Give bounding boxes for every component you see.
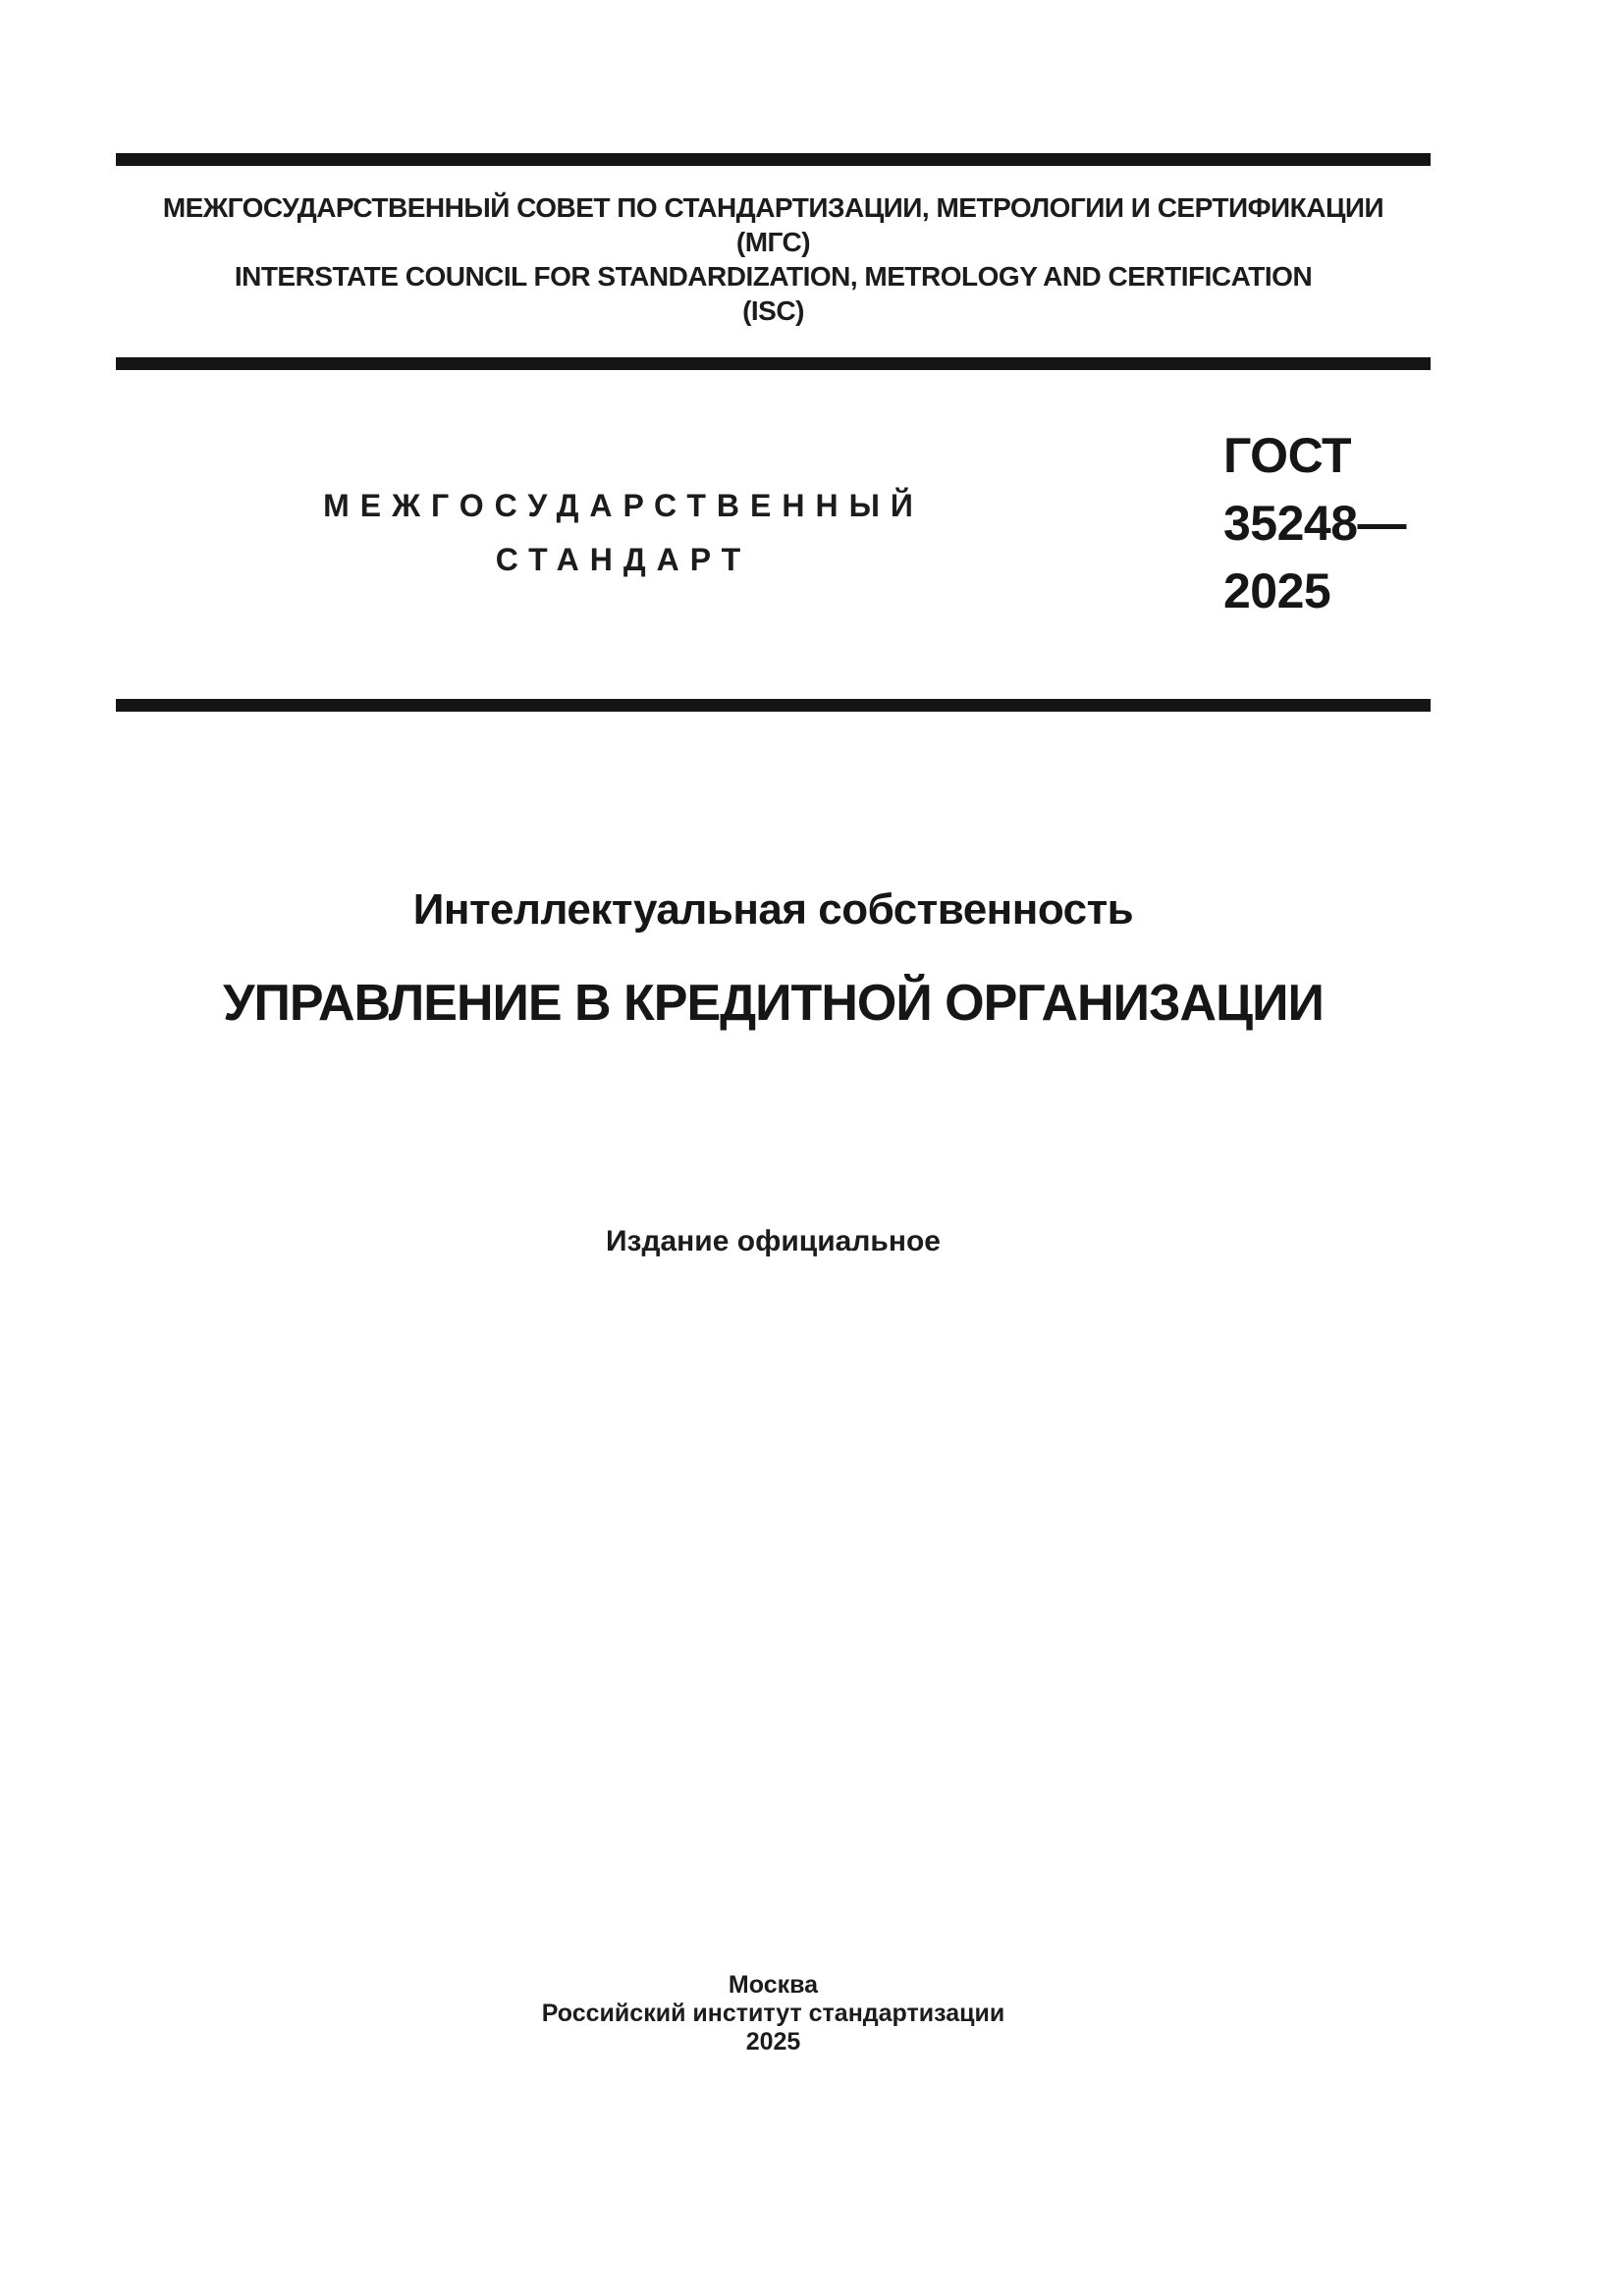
- imprint-publisher: Российский институт стандартизации: [541, 2000, 1005, 2027]
- council-abbr-ru: (МГС): [735, 227, 811, 257]
- designation-number: 35248—: [1223, 496, 1407, 551]
- standard-designation: [1223, 422, 1406, 625]
- council-header: [116, 190, 1431, 328]
- imprint-city: Москва: [728, 1971, 819, 1999]
- designation-prefix: ГОСТ: [1223, 428, 1351, 483]
- designation-divider-rule: [116, 699, 1431, 712]
- council-name-ru: МЕЖГОСУДАРСТВЕННЫЙ СОВЕТ ПО СТАНДАРТИЗАЦИИ, МЕТРОЛОГИИ И СЕРТИФИКАЦИИ: [162, 192, 1384, 223]
- top-rule: [116, 153, 1431, 166]
- council-name-en: INTERSTATE COUNCIL FOR STANDARDIZATION, METROLOGY AND CERTIFICATION: [234, 261, 1313, 292]
- standard-kind-label: [118, 479, 1129, 587]
- title-subject-group: Интеллектуальная собственность: [412, 885, 1134, 934]
- imprint-year: 2025: [745, 2028, 801, 2056]
- header-divider-rule: [116, 357, 1431, 370]
- standard-kind-line2: СТАНДАРТ: [495, 542, 752, 577]
- title-main: УПРАВЛЕНИЕ В КРЕДИТНОЙ ОРГАНИЗАЦИИ: [223, 975, 1324, 1032]
- standard-kind-line1: МЕЖГОСУДАРСТВЕННЫЙ: [323, 488, 924, 523]
- edition-note: Издание официальное: [605, 1225, 941, 1257]
- imprint-block: [116, 1971, 1431, 2056]
- council-abbr-en: (ISC): [742, 295, 804, 326]
- designation-year: 2025: [1223, 563, 1331, 618]
